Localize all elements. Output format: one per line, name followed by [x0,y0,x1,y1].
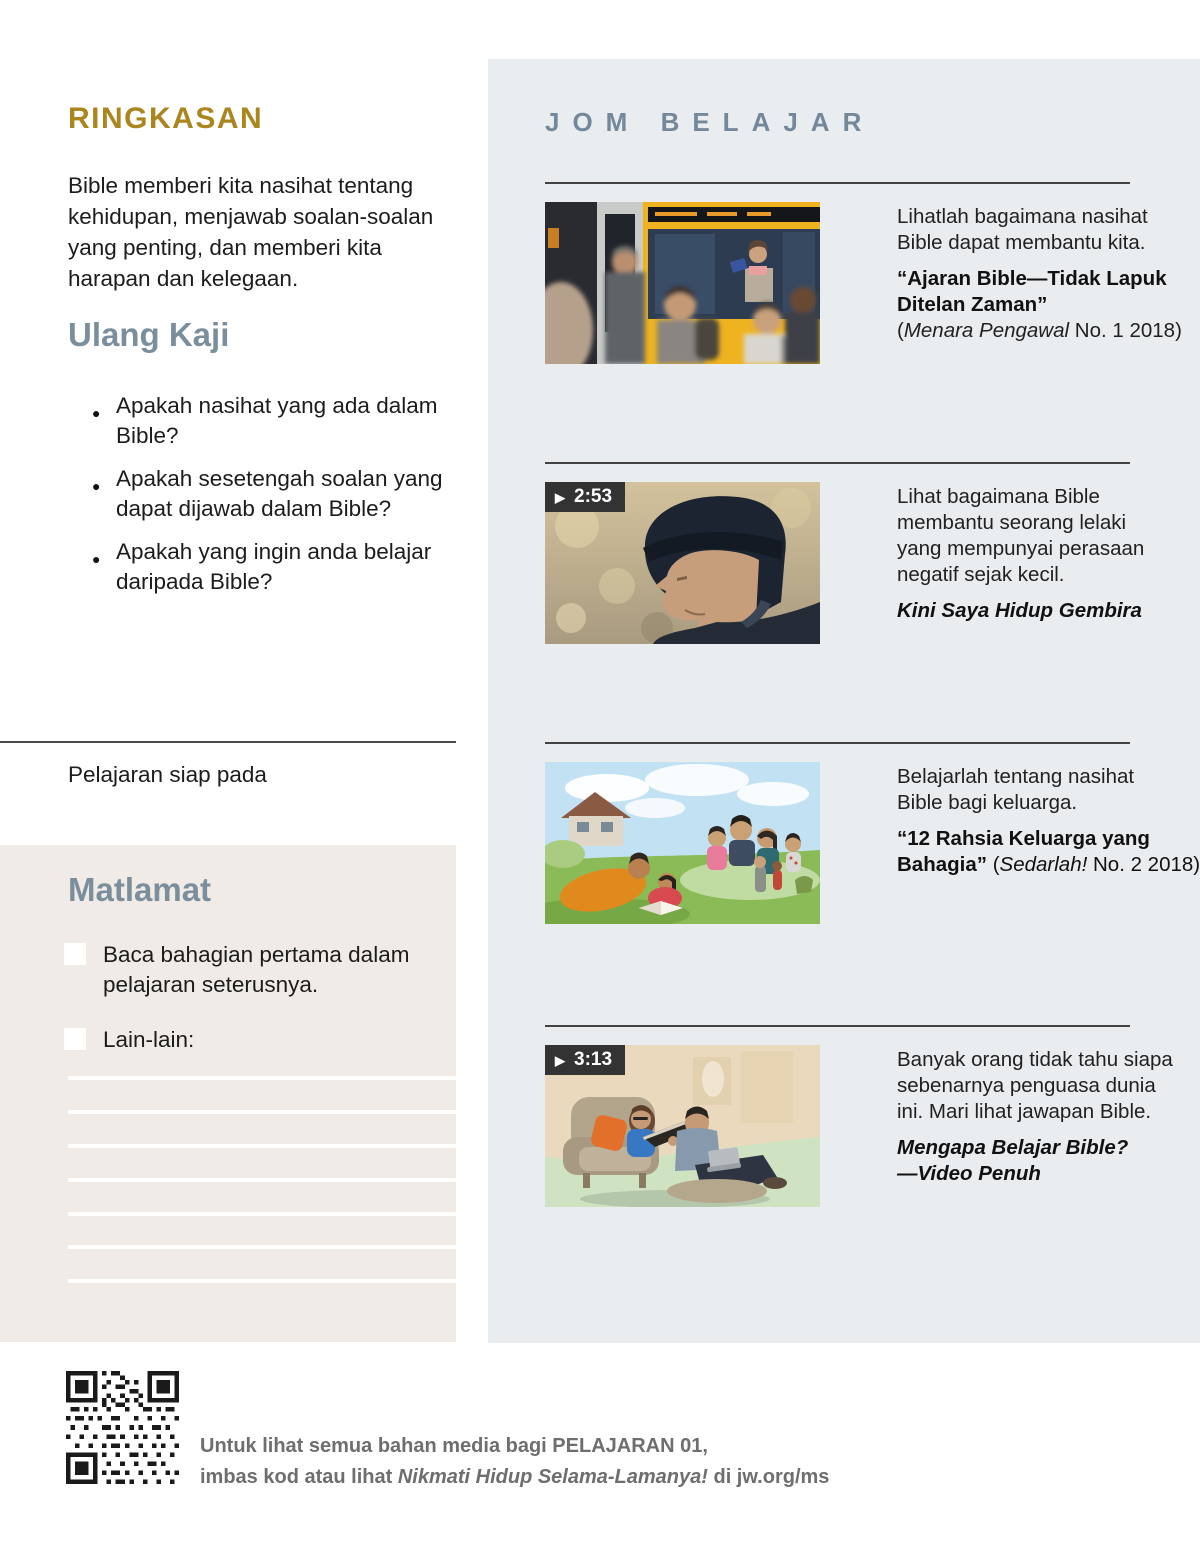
goal-checkbox[interactable] [64,943,86,965]
video-duration: 2:53 [574,486,613,507]
write-line[interactable] [68,1178,456,1182]
bullet-icon: ● [92,478,101,494]
goals-box [0,845,456,1342]
media-description: Lihatlah bagaimana nasihat Bible dapat membantu kita. [897,205,1148,254]
review-question: ● Apakah nasihat yang ada dalam Bible? [92,393,438,448]
video-duration: 3:13 [574,1049,613,1070]
learn-heading: JOM BELAJAR [545,107,875,137]
play-icon: ▶ [555,1052,565,1068]
video-title[interactable]: Mengapa Belajar Bible? —Video Penuh [897,1136,1129,1185]
section-divider [545,182,1130,184]
goal-row [64,940,409,1000]
play-icon: ▶ [555,489,565,505]
write-line[interactable] [68,1144,456,1148]
summary-paragraph: Bible memberi kita nasihat tentang kehidupan, menjawab soalan-soalan yang penting, dan memberi kita harapan dan kelegaan. [68,173,434,291]
write-line[interactable] [68,1110,456,1114]
write-line[interactable] [68,1212,456,1216]
goal-checkbox[interactable] [64,1028,86,1050]
video-duration-badge [545,1045,625,1075]
goal-row [64,1025,194,1055]
publication-title[interactable]: “Ajaran Bible—Tidak Lapuk Ditelan Zaman” [897,267,1167,316]
qr-code [66,1371,179,1484]
section-divider [545,742,1130,744]
section-divider [545,1025,1130,1027]
lesson-completed-label: Pelajaran siap pada [68,762,267,787]
media-description: Lihat bagaimana Bible membantu seorang lelaki yang mempunyai perasaan negatif sejak kecil. [897,485,1145,586]
goal-label: Lain-lain: [103,1027,195,1052]
video-duration-badge [545,482,625,512]
write-line[interactable] [68,1076,456,1080]
footer-note: Untuk lihat semua bahan media bagi PELAJARAN 01, imbas kod atau lihat Nikmati Hidup Selama-Lamanya! di jw.org/ms [200,1435,830,1488]
learn-panel [488,59,1200,1343]
media-description: Belajarlah tentang nasihat Bible bagi keluarga. [897,765,1135,814]
bullet-icon: ● [92,405,101,421]
review-question: ● Apakah sesetengah soalan yang dapat dijawab dalam Bible? [92,466,443,521]
publication-reference: (Menara Pengawal No. 1 2018) [897,319,1182,342]
goals-heading: Matlamat [68,871,212,908]
man-in-cap-video[interactable] [545,482,820,644]
couple-studying-video[interactable] [545,1045,820,1207]
write-line[interactable] [68,1245,456,1249]
train-platform-photo[interactable] [545,202,820,364]
publication-title[interactable]: “12 Rahsia Keluarga yang Bahagia” (Sedarlah! No. 2 2018) [897,827,1200,876]
goal-label: Baca bahagian pertama dalam pelajaran seterusnya. [103,942,410,997]
section-divider [545,462,1130,464]
review-question-list [68,391,443,610]
media-description: Banyak orang tidak tahu siapa sebenarnya penguasa dunia ini. Mari lihat jawapan Bible. [897,1048,1173,1123]
left-divider [0,741,456,743]
review-heading: Ulang Kaji [68,316,230,353]
review-question: ● Apakah yang ingin anda belajar daripada Bible? [92,539,432,594]
bullet-icon: ● [92,551,101,567]
family-picnic-illustration[interactable] [545,762,820,924]
summary-heading: RINGKASAN [68,102,264,135]
write-line[interactable] [68,1279,456,1283]
video-title[interactable]: Kini Saya Hidup Gembira [897,599,1142,622]
